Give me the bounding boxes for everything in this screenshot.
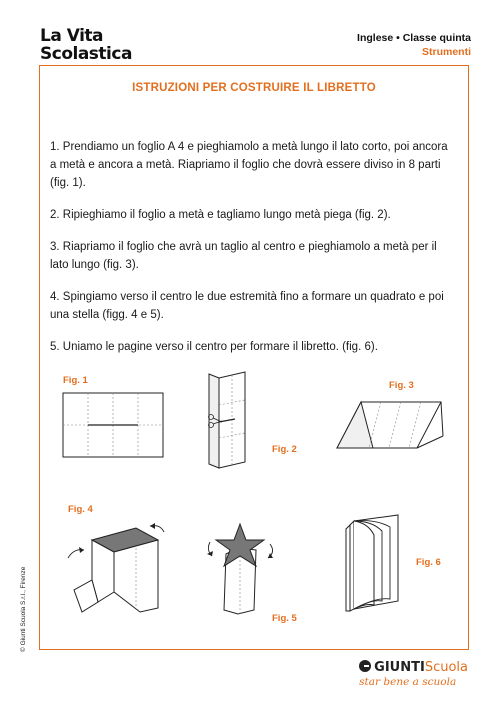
instruction-step-3: 3. Riapriamo il foglio che avrà un taglio al centro e pieghiamolo a metà per il lato lungo (fig. 3). bbox=[50, 241, 437, 271]
course-label: Inglese • Classe quinta bbox=[357, 32, 471, 44]
fig-5-illustration bbox=[204, 520, 278, 616]
instruction-step-2: 2. Ripieghiamo il foglio a metà e tagliamo lungo metà piega (fig. 2). bbox=[50, 209, 391, 221]
publisher-logo bbox=[359, 660, 468, 675]
logo-line-1: La Vita bbox=[40, 26, 104, 46]
page-title: ISTRUZIONI PER COSTRUIRE IL LIBRETTO bbox=[132, 82, 376, 94]
fig-3-illustration bbox=[335, 398, 447, 450]
fig-4-label: Fig. 4 bbox=[68, 504, 93, 515]
fig-4-illustration bbox=[64, 520, 174, 610]
fig-2-illustration bbox=[205, 370, 265, 470]
instruction-step-1: 1. Prendiamo un foglio A 4 e pieghiamolo a metà lungo il lato corto, poi ancora a metà e ancora a metà. Riapriamo il foglio che dovrà essere diviso in 8 parti (fig. 1). bbox=[50, 141, 448, 189]
fig-5-label: Fig. 5 bbox=[272, 613, 297, 624]
fig-6-illustration bbox=[340, 513, 412, 613]
publisher-brand bbox=[359, 660, 468, 688]
header-info bbox=[357, 31, 471, 59]
fig-2-label: Fig. 2 bbox=[272, 444, 297, 455]
fig-6-label: Fig. 6 bbox=[416, 557, 441, 568]
section-label: Strumenti bbox=[421, 46, 471, 58]
fig-3-label: Fig. 3 bbox=[389, 380, 414, 391]
instruction-list bbox=[50, 138, 450, 370]
copyright-credit: © Giunti Scuola S.r.l., Firenze bbox=[20, 566, 27, 652]
fig-1-label: Fig. 1 bbox=[63, 375, 88, 386]
instruction-step-5: 5. Uniamo le pagine verso il centro per formare il libretto. (fig. 6). bbox=[50, 341, 378, 353]
brand-suffix: Scuola bbox=[424, 660, 468, 675]
logo-line-2: Scolastica bbox=[40, 44, 132, 64]
brand-motto: star bene a scuola bbox=[359, 676, 457, 688]
brand-name: GIUNTI bbox=[374, 660, 425, 675]
instruction-step-4: 4. Spingiamo verso il centro le due estremità fino a formare un quadrato e poi una stella (figg. 4 e 5). bbox=[50, 291, 444, 321]
giunti-logo-icon bbox=[359, 660, 371, 672]
fig-1-illustration bbox=[62, 392, 166, 460]
magazine-logo bbox=[40, 27, 132, 63]
